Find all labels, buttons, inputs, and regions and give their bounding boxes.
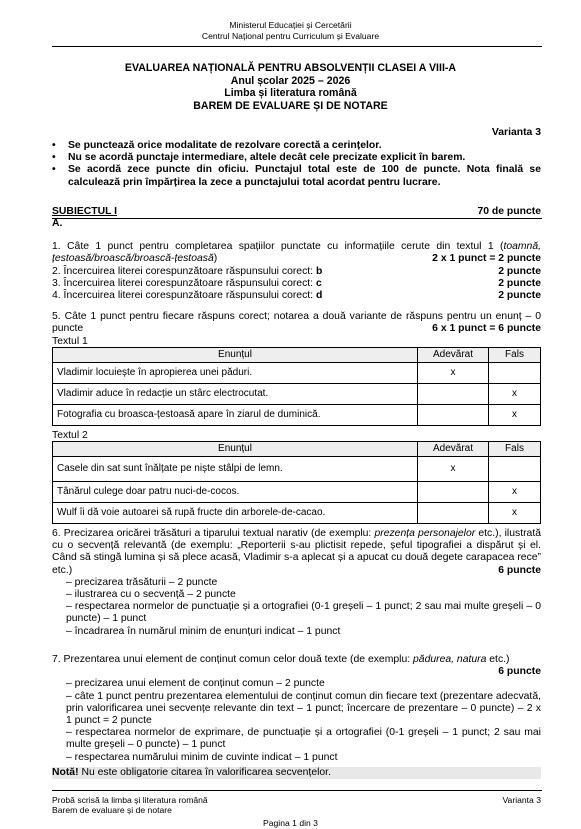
table-row: Tânărul culege doar patru nuci-de-cocos. x: [53, 482, 541, 503]
rule-item: • Se punctează orice modalitate de rezolvare corectă a cerințelor.: [52, 140, 382, 151]
table-row: Casele din sat sunt înălțate pe niște stâlpi de lemn. x: [53, 457, 541, 482]
item-2: 2. Încercuirea literei corespunzătoare răspunsului corect: b 2 puncte: [52, 266, 541, 277]
title-line-3: Limba și literatura română: [224, 87, 357, 100]
column-header-fals: Fals: [489, 348, 541, 363]
textul-1-table: [52, 347, 541, 426]
textul-2-table: [52, 441, 541, 524]
item-6-score: 6 puncte: [498, 564, 541, 576]
item-6-line: – respectarea normelor de punctuație și a ortografiei (0-1 greșeli – 1 punct; 2 sau mai multe greșeli – 0 puncte) – 1 punct: [66, 601, 541, 625]
item-6-line: – încadrarea în numărul minim de enunțuri indicat – 1 punct: [66, 625, 341, 637]
nota-label: Notă!: [52, 767, 79, 778]
footer-varianta: Varianta 3: [502, 795, 541, 805]
item-5: 5. Câte 1 punct pentru fiecare răspuns corect; notarea a două variante de răspuns pentru un enunț – 0 puncte 6 x 1 punct = 6 puncte: [52, 311, 541, 335]
footer-rule: [52, 790, 542, 791]
varianta-label: Varianta 3: [491, 127, 541, 138]
subiect-label: SUBIECTUL I: [52, 206, 118, 217]
table-row: Wulf îi dă voie autoarei să rupă fructe din arborele-de-cacao. x: [53, 503, 541, 524]
item-6-line: – ilustrarea cu o secvență – 2 puncte: [66, 589, 236, 601]
general-rules: [52, 140, 541, 189]
column-header-enunt: Enunțul: [53, 442, 418, 457]
item-7-line: – câte 1 punct pentru prezentarea elementului de conținut comun din fiecare text (prezentare adecvată, prin valorificarea unei secvențe relevante din text – 1 punct; încercare de prezentare – 0 puncte) – 2 x 1 punct = 2 puncte: [66, 690, 541, 727]
item-7-line: – respectarea numărului minim de cuvinte indicat – 1 punct: [66, 751, 338, 763]
page-header: [0, 20, 581, 41]
item-7-line: – respectarea normelor de exprimare, de punctuație și a ortografiei (0-1 greșeli – 1 punct; 2 sau mai multe greșeli – 0 puncte) – 1 punct: [66, 727, 541, 751]
nota-box: [52, 767, 541, 779]
bullet-icon: •: [52, 140, 56, 151]
title-line-1: EVALUAREA NAȚIONALĂ PENTRU ABSOLVENȚII CLASEI A VIII-A: [124, 62, 457, 74]
title-line-2: Anul școlar 2025 – 2026: [230, 74, 351, 87]
textul-2-label: Textul 2: [52, 430, 88, 441]
subiect-points: 70 de puncte: [477, 206, 541, 217]
document-title: [0, 62, 581, 112]
footer-line-1: Probă scrisă la limba și literatura română: [52, 795, 208, 805]
column-header-enunt: Enunțul: [53, 348, 418, 363]
section-a-label: A.: [52, 218, 63, 229]
column-header-adevarat: Adevărat: [418, 348, 489, 363]
item-3-score: 2 puncte: [498, 278, 541, 289]
item-7-line: – precizarea unui element de conținut comun – 2 puncte: [66, 678, 325, 690]
title-line-4: BAREM DE EVALUARE ȘI DE NOTARE: [193, 99, 388, 112]
rule-item: • Se acordă zece puncte din oficiu. Punctajul total este de 100 de puncte. Nota finală se calculează prin împărțirea la zece a punctajului total acordat pentru lucrare.: [52, 164, 541, 188]
table-row: Vladimir locuiește în apropierea unei păduri. x: [53, 363, 541, 384]
item-2-score: 2 puncte: [498, 266, 541, 277]
item-3: 3. Încercuirea literei corespunzătoare răspunsului corect: c 2 puncte: [52, 278, 541, 289]
item-1-score: 2 x 1 punct = 2 puncte: [432, 253, 541, 265]
item-6: 6. Precizarea oricărei trăsături a tiparului textual narativ (de exemplu: prezența personajelor etc.), ilustrată cu o secvență relevantă (de exemplu: „Reporterii s-au plictisit repede, șeful tipografiei a dispărut și el. Când să stingă lumina și să plece acasă, Vladimir s-a aplecat și a apucat cu două degete carapacea rece” etc.) 6 puncte – precizarea trăsăturii – 2 puncte – ilustrarea cu o secvență – 2 puncte – respectarea normelor de punctuație și a ortografiei (0-1 greșeli – 1 punct; 2 sau mai multe greșeli – 0 puncte) – 1 punct – încadrarea în numărul minim de enunțuri indicat – 1 punct: [52, 528, 541, 637]
item-5-score: 6 x 1 punct = 6 puncte: [432, 323, 541, 335]
page-footer: [52, 795, 541, 816]
column-header-fals: Fals: [489, 442, 541, 457]
page-number: Pagina 1 din 3: [263, 818, 318, 828]
item-4: 4. Încercuirea literei corespunzătoare răspunsului corect: d 2 puncte: [52, 290, 541, 301]
item-7: 7. Prezentarea unui element de conținut comun celor două texte (de exemplu: pădurea, natura etc.) 6 puncte – precizarea unui element de conținut comun – 2 puncte – câte 1 punct pentru prezentarea elementului de conținut comun din fiecare text (prezentare adecvată, prin valorificarea unei secvențe relevante din text – 1 punct; încercare de prezentare – 0 puncte) – 2 x 1 punct = 2 puncte – respectarea normelor de exprimare, de punctuație și a ortografiei (0-1 greșeli – 1 punct; 2 sau mai multe greșeli – 0 puncte) – 1 punct – respectarea numărului minim de cuvinte indicat – 1 punct: [52, 654, 541, 763]
table-header-row: [53, 442, 541, 457]
footer-line-2: Barem de evaluare și de notare: [52, 805, 172, 816]
bullet-icon: •: [52, 164, 56, 176]
textul-1-label: Textul 1: [52, 336, 88, 347]
item-1: 1. Câte 1 punct pentru completarea spațiilor punctate cu informațiile cerute din textul 1 (toamnă, țestoasă/broască/broască-țestoasă) 2 x 1 punct = 2 puncte: [52, 241, 541, 265]
center-name: Centrul Național pentru Curriculum și Evaluare: [201, 30, 380, 41]
ministry-name: Ministerul Educației și Cercetării: [229, 20, 352, 30]
subiect-rule: [52, 218, 542, 219]
item-7-score: 6 puncte: [498, 666, 541, 678]
bullet-icon: •: [52, 152, 56, 164]
rule-item: • Nu se acordă punctaje intermediare, altele decât cele precizate explicit în barem.: [52, 152, 466, 164]
item-4-score: 2 puncte: [498, 290, 541, 301]
table-header-row: [53, 348, 541, 363]
table-row: Fotografia cu broasca-țestoasă apare în ziarul de duminică. x: [53, 405, 541, 426]
subiect-heading: [52, 206, 541, 218]
column-header-adevarat: Adevărat: [418, 442, 489, 457]
header-rule: [52, 46, 542, 47]
nota-text: Nu este obligatorie citarea în valorificarea secvențelor.: [78, 767, 331, 778]
table-row: Vladimir aduce în redacție un stârc electrocutat. x: [53, 384, 541, 405]
item-6-line: – precizarea trăsăturii – 2 puncte: [66, 576, 218, 588]
